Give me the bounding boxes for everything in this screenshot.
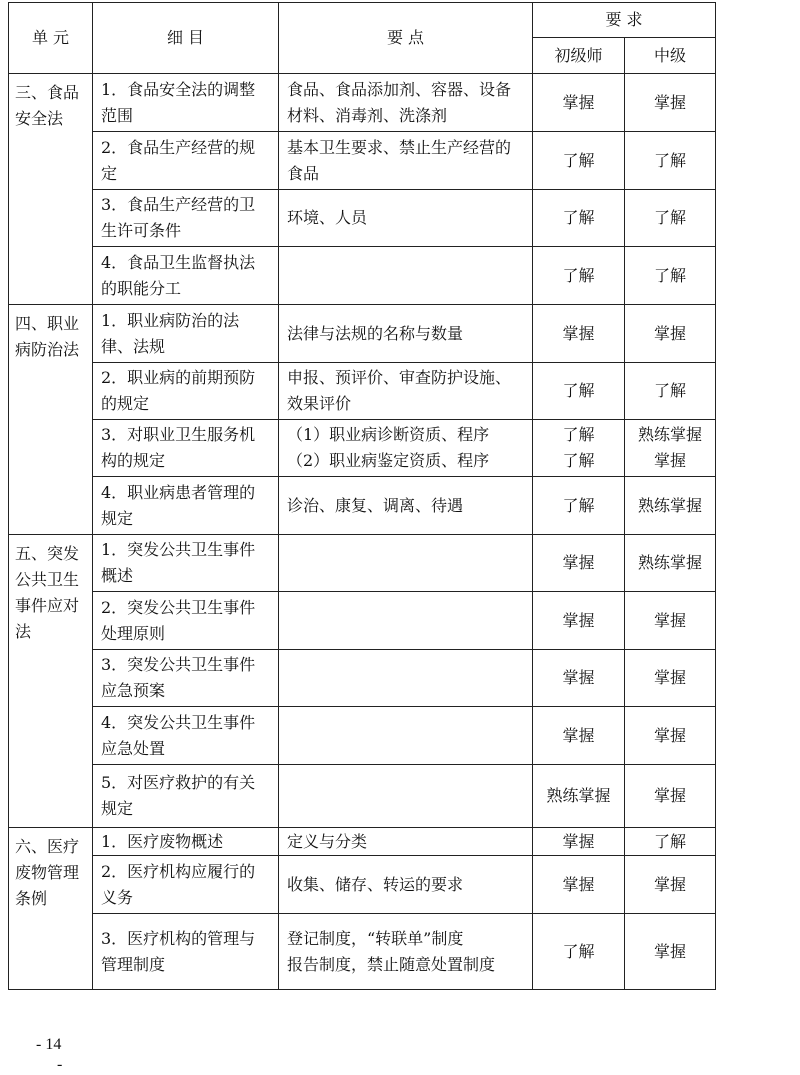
junior-requirement-cell-text: 掌握: [562, 725, 595, 745]
detail-cell: [93, 765, 279, 828]
intermediate-requirement-cell-text: 了解: [653, 831, 686, 851]
junior-requirement-cell: [533, 132, 625, 190]
junior-requirement-cell-text: 了解: [562, 495, 595, 515]
junior-requirement-cell-text: 了解: [562, 381, 595, 400]
table-row: [9, 363, 716, 420]
page-number: - 14: [36, 1036, 62, 1053]
junior-requirement-cell-text: 掌握: [562, 831, 595, 851]
detail-cell: [93, 535, 279, 592]
intermediate-requirement-cell: [625, 247, 716, 305]
junior-requirement-cell-text: 掌握: [562, 874, 595, 894]
points-cell: [279, 305, 533, 363]
points-cell: [279, 707, 533, 765]
intermediate-requirement-cell: [625, 707, 716, 765]
intermediate-requirement-cell: [625, 650, 716, 707]
intermediate-requirement-cell-text: 掌握: [653, 610, 686, 630]
unit-cell: [9, 828, 93, 990]
intermediate-requirement-cell-text: 掌握: [653, 786, 686, 805]
detail-cell-text: 5．对医疗救护的有关规定: [101, 773, 256, 818]
intermediate-requirement-cell-text: 掌握: [653, 941, 686, 961]
table-row: [9, 305, 716, 363]
junior-requirement-cell-text: 掌握: [562, 668, 595, 687]
detail-cell: [93, 828, 279, 856]
detail-cell: [93, 707, 279, 765]
intermediate-requirement-cell: [625, 132, 716, 190]
detail-cell-text: 1．食品安全法的调整范围: [101, 79, 256, 125]
table-row: [9, 856, 716, 914]
junior-requirement-cell-text: 掌握: [562, 323, 595, 343]
points-cell: [279, 828, 533, 856]
syllabus-table: [8, 2, 716, 990]
unit-cell: [9, 305, 93, 535]
junior-requirement-cell-text: 掌握: [562, 553, 595, 572]
detail-cell: [93, 592, 279, 650]
detail-cell: [93, 190, 279, 247]
table-row: [9, 132, 716, 190]
points-cell: [279, 74, 533, 132]
detail-cell: [93, 247, 279, 305]
unit-cell: [9, 535, 93, 828]
junior-requirement-cell-text: 掌握: [562, 610, 595, 630]
table-row: [9, 535, 716, 592]
points-cell: [279, 190, 533, 247]
detail-cell: [93, 74, 279, 132]
points-cell: [279, 420, 533, 477]
intermediate-requirement-cell: [625, 765, 716, 828]
junior-requirement-cell: [533, 74, 625, 132]
detail-cell-text: 2．医疗机构应履行的义务: [101, 861, 256, 907]
table-body: [9, 74, 716, 990]
detail-cell: [93, 856, 279, 914]
intermediate-requirement-cell-text: 了解: [653, 381, 686, 400]
detail-cell: [93, 132, 279, 190]
points-cell: [279, 247, 533, 305]
intermediate-requirement-cell: [625, 420, 716, 477]
table-row: [9, 592, 716, 650]
junior-requirement-cell-text: 熟练掌握: [546, 786, 611, 805]
detail-cell-text: 3．医疗机构的管理与管理制度: [101, 928, 256, 974]
detail-cell: [93, 305, 279, 363]
points-cell: [279, 856, 533, 914]
points-cell: [279, 132, 533, 190]
intermediate-requirement-cell-text: 了解: [653, 208, 686, 227]
detail-cell-text: 4．食品卫生监督执法的职能分工: [101, 252, 256, 298]
intermediate-requirement-cell-text: 掌握: [653, 668, 686, 687]
intermediate-requirement-cell: [625, 305, 716, 363]
detail-cell: [93, 914, 279, 990]
points-cell-text: 法律与法规的名称与数量: [287, 323, 464, 343]
intermediate-requirement-cell-text: 掌握: [653, 874, 686, 894]
table-header: [9, 3, 716, 74]
intermediate-requirement-cell-text: 了解: [653, 265, 686, 285]
table-row: [9, 247, 716, 305]
intermediate-requirement-cell: [625, 856, 716, 914]
junior-requirement-cell-text: 了解: [562, 208, 595, 227]
detail-cell-text: 1．突发公共卫生事件概述: [101, 540, 256, 585]
junior-requirement-cell: [533, 914, 625, 990]
intermediate-requirement-cell: [625, 535, 716, 592]
intermediate-requirement-cell-text: 了解: [653, 150, 686, 170]
intermediate-requirement-cell-text: 熟练掌握 掌握: [637, 425, 702, 470]
detail-cell-text: 1．医疗废物概述: [101, 831, 224, 851]
detail-cell-text: 3．对职业卫生服务机构的规定: [101, 425, 256, 470]
unit-cell-text: 四、职业病防治法: [15, 314, 80, 359]
detail-cell-text: 3．突发公共卫生事件应急预案: [101, 655, 256, 700]
points-cell: [279, 535, 533, 592]
junior-requirement-cell: [533, 305, 625, 363]
unit-cell-text: 六、医疗废物管理条例: [15, 837, 80, 908]
points-cell: [279, 650, 533, 707]
header-unit: 单 元: [9, 3, 93, 74]
junior-requirement-cell: [533, 477, 625, 535]
junior-requirement-cell: [533, 420, 625, 477]
table-row: [9, 707, 716, 765]
table-row: [9, 914, 716, 990]
detail-cell: [93, 650, 279, 707]
points-cell-text: 登记制度，“转联单”制度 报告制度，禁止随意处置制度: [287, 928, 496, 974]
page-dash: -: [57, 1056, 63, 1073]
detail-cell-text: 4．职业病患者管理的规定: [101, 482, 256, 528]
junior-requirement-cell-text: 掌握: [562, 92, 595, 112]
junior-requirement-cell: [533, 535, 625, 592]
junior-requirement-cell: [533, 247, 625, 305]
junior-requirement-cell-text: 了解: [562, 941, 595, 961]
junior-requirement-cell: [533, 592, 625, 650]
points-cell: [279, 765, 533, 828]
junior-requirement-cell: [533, 765, 625, 828]
points-cell-text: 诊治、康复、调离、待遇: [287, 495, 464, 515]
points-cell-text: 申报、预评价、审查防护设施、效果评价: [287, 368, 512, 413]
detail-cell-text: 4．突发公共卫生事件应急处置: [101, 712, 256, 758]
table-row: [9, 650, 716, 707]
header-intermediate: 中级: [625, 38, 716, 74]
intermediate-requirement-cell: [625, 190, 716, 247]
junior-requirement-cell: [533, 856, 625, 914]
detail-cell-text: 2．职业病的前期预防的规定: [101, 368, 256, 413]
intermediate-requirement-cell: [625, 828, 716, 856]
intermediate-requirement-cell-text: 熟练掌握: [637, 553, 702, 572]
intermediate-requirement-cell: [625, 914, 716, 990]
header-requirement: 要 求: [533, 3, 716, 38]
intermediate-requirement-cell: [625, 74, 716, 132]
detail-cell: [93, 477, 279, 535]
intermediate-requirement-cell-text: 掌握: [653, 323, 686, 343]
table-row: [9, 420, 716, 477]
points-cell: [279, 477, 533, 535]
points-cell: [279, 592, 533, 650]
detail-cell: [93, 363, 279, 420]
points-cell-text: 收集、储存、转运的要求: [287, 874, 464, 894]
points-cell: [279, 363, 533, 420]
detail-cell-text: 3．食品生产经营的卫生许可条件: [101, 195, 256, 240]
table-row: [9, 74, 716, 132]
detail-cell: [93, 420, 279, 477]
detail-cell-text: 2．食品生产经营的规定: [101, 137, 256, 183]
junior-requirement-cell: [533, 190, 625, 247]
unit-cell: [9, 74, 93, 305]
points-cell-text: 环境、人员: [287, 208, 368, 227]
detail-cell-text: 1．职业病防治的法律、法规: [101, 310, 240, 356]
intermediate-requirement-cell: [625, 363, 716, 420]
unit-cell-text: 三、食品安全法: [15, 83, 80, 128]
junior-requirement-cell-text: 了解: [562, 150, 595, 170]
intermediate-requirement-cell-text: 熟练掌握: [637, 495, 702, 515]
points-cell-text: 食品、食品添加剂、容器、设备 材料、消毒剂、洗涤剂: [287, 79, 512, 125]
unit-cell-text: 五、突发公共卫生事件应对法: [15, 544, 80, 641]
points-cell: [279, 914, 533, 990]
points-cell-text: 定义与分类: [287, 831, 368, 851]
table-row: [9, 477, 716, 535]
junior-requirement-cell: [533, 707, 625, 765]
intermediate-requirement-cell: [625, 592, 716, 650]
table-row: [9, 190, 716, 247]
junior-requirement-cell: [533, 363, 625, 420]
junior-requirement-cell: [533, 828, 625, 856]
table-row: [9, 765, 716, 828]
header-points: 要 点: [279, 3, 533, 74]
junior-requirement-cell: [533, 650, 625, 707]
junior-requirement-cell-text: 了解 了解: [562, 425, 595, 470]
points-cell-text: （1）职业病诊断资质、程序 （2）职业病鉴定资质、程序: [287, 425, 490, 470]
table-row: [9, 828, 716, 856]
header-detail: 细 目: [93, 3, 279, 74]
points-cell-text: 基本卫生要求、禁止生产经营的食品: [287, 137, 512, 183]
intermediate-requirement-cell-text: 掌握: [653, 725, 686, 745]
intermediate-requirement-cell-text: 掌握: [653, 92, 686, 112]
header-junior: 初级师: [533, 38, 625, 74]
detail-cell-text: 2．突发公共卫生事件处理原则: [101, 597, 256, 643]
intermediate-requirement-cell: [625, 477, 716, 535]
junior-requirement-cell-text: 了解: [562, 265, 595, 285]
